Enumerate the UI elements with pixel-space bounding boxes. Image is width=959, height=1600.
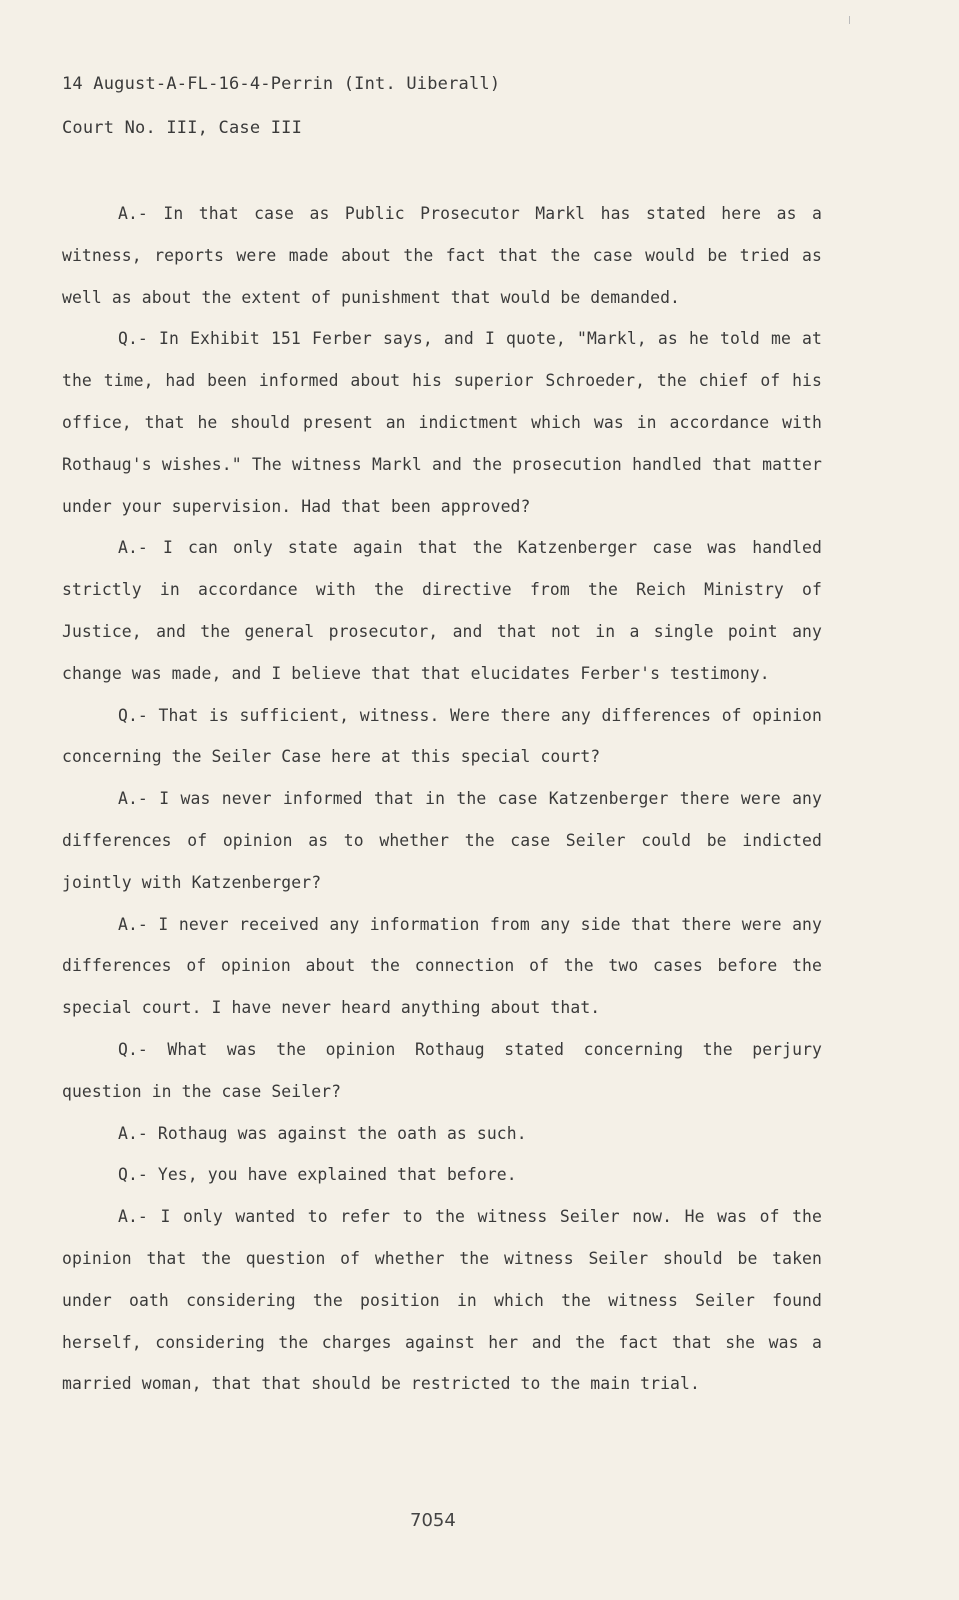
transcript-paragraph: A.- I can only state again that the Katzenberger case was handled strictly in accordance with the directive from the Reich Ministry of Justice, and the general prosecutor, and that not in a single point any change was made, and I believe that that elucidates Ferber's testimony. — [62, 538, 822, 683]
transcript-paragraph: A.- In that case as Public Prosecutor Markl has stated here as a witness, reports were made about the fact that the case would be tried as well as about the extent of punishment that would be demanded. — [62, 204, 822, 307]
transcript-paragraph: A.- Rothaug was against the oath as such. — [118, 1123, 527, 1143]
transcript-paragraph: Q.- What was the opinion Rothaug stated concerning the perjury question in the case Seiler? — [62, 1039, 822, 1101]
page-number: 7054 — [410, 1510, 456, 1531]
transcript-paragraph: A.- I never received any information from any side that there were any differences of opinion about the connection of the two cases before the special court. I have never heard anything about that. — [62, 914, 822, 1018]
transcript-paragraph: Q.- In Exhibit 151 Ferber says, and I quote, "Markl, as he told me at the time, had been informed about his superior Schroeder, the chief of his office, that he should present an indictment which was in accordance with Rothaug's wishes." The witness Markl and the prosecution handled that matter under your supervision. Had that been approved? — [62, 329, 822, 516]
transcript-paragraph: A.- I only wanted to refer to the witness Seiler now. He was of the opinion that the question of whether the witness Seiler should be taken under oath considering the position in which the witness Seiler found herself, considering the charges against her and the fact that she was a married woman, that that should be restricted to the main trial. — [62, 1207, 822, 1394]
document-reference: 14 August-A-FL-16-4-Perrin (Int. Uiberall) — [62, 74, 501, 94]
transcript-body — [62, 193, 822, 1405]
paper-speck — [849, 16, 850, 24]
transcript-paragraph: A.- I was never informed that in the case Katzenberger there were any differences of opinion as to whether the case Seiler could be indicted jointly with Katzenberger? — [62, 789, 822, 892]
transcript-paragraph: Q.- That is sufficient, witness. Were there any differences of opinion concerning the Seiler Case here at this special court? — [62, 705, 822, 767]
court-case-line: Court No. III, Case III — [62, 118, 303, 138]
transcript-paragraph: Q.- Yes, you have explained that before. — [118, 1165, 517, 1185]
